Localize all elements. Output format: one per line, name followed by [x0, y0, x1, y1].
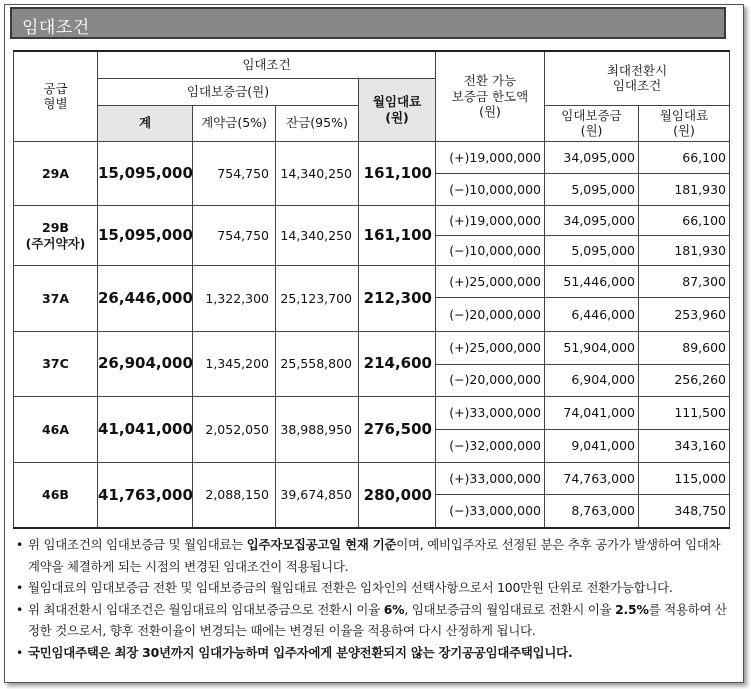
supply-type-cell: 46A — [14, 396, 98, 462]
supply-type-cell: 37A — [14, 266, 98, 331]
monthly-cell: 280,000 — [359, 463, 436, 528]
notes-list — [14, 534, 730, 663]
max-monthly-cell: 89,600 — [639, 331, 730, 364]
balance-cell: 25,123,700 — [276, 266, 359, 331]
convert-limit-cell: (+)25,000,000 — [436, 266, 545, 298]
supply-type-cell: 29B (주거약자) — [14, 206, 98, 266]
max-deposit-cell: 5,095,000 — [545, 236, 639, 266]
monthly-cell: 161,100 — [359, 206, 436, 266]
total-cell: 26,904,000 — [98, 331, 193, 396]
total-cell: 26,446,000 — [98, 266, 193, 331]
convert-limit-cell: (−)20,000,000 — [436, 364, 545, 396]
max-monthly-cell: 111,500 — [639, 396, 730, 429]
note-highlight: 6% — [383, 601, 405, 617]
max-monthly-cell: 253,960 — [639, 298, 730, 331]
header-max-monthly: 월임대료 (원) — [639, 105, 730, 141]
max-deposit-cell: 6,446,000 — [545, 298, 639, 331]
monthly-cell: 276,500 — [359, 396, 436, 462]
max-monthly-cell: 115,000 — [639, 463, 730, 495]
balance-cell: 25,558,800 — [276, 331, 359, 396]
note-highlight: 입주자모집공고일 현재 기준 — [246, 537, 397, 552]
balance-cell: 39,674,850 — [276, 463, 359, 528]
max-deposit-cell: 74,041,000 — [545, 396, 639, 429]
monthly-cell: 161,100 — [359, 141, 436, 205]
max-monthly-cell: 256,260 — [639, 364, 730, 396]
max-deposit-cell: 9,041,000 — [545, 429, 639, 462]
note-text: 이며, 예비입주자로 선정된 분은 추후 공가가 발생하여 임대차계약을 체결하게 되는 시점의 변경된 임대조건이 적용됩니다. — [28, 537, 721, 574]
max-deposit-cell: 34,095,000 — [545, 206, 639, 236]
convert-limit-cell: (−)32,000,000 — [436, 429, 545, 462]
convert-limit-cell: (−)10,000,000 — [436, 236, 545, 266]
max-deposit-cell: 6,904,000 — [545, 364, 639, 396]
max-deposit-cell: 51,904,000 — [545, 331, 639, 364]
convert-limit-cell: (−)20,000,000 — [436, 298, 545, 331]
max-monthly-cell: 66,100 — [639, 206, 730, 236]
balance-cell: 14,340,250 — [276, 141, 359, 205]
note-item — [14, 642, 730, 664]
max-deposit-cell: 5,095,000 — [545, 173, 639, 205]
contract-cell: 2,052,050 — [193, 396, 276, 462]
monthly-cell: 214,600 — [359, 331, 436, 396]
header-max-convert: 최대전환시 임대조건 — [545, 51, 730, 105]
supply-type-cell: 46B — [14, 463, 98, 528]
note-highlight: 2.5% — [615, 601, 649, 617]
header-monthly: 월임대료 (원) — [359, 78, 436, 141]
header-deposit: 임대보증금(원) — [98, 78, 359, 105]
header-max-deposit: 임대보증금 (원) — [545, 105, 639, 141]
contract-cell: 1,345,200 — [193, 331, 276, 396]
note-text: , 임대보증금의 월임대료로 전환시 이율 — [404, 601, 616, 617]
convert-limit-cell: (+)25,000,000 — [436, 331, 545, 364]
total-cell: 15,095,000 — [98, 206, 193, 266]
supply-type-cell: 37C — [14, 331, 98, 396]
max-monthly-cell: 87,300 — [639, 266, 730, 298]
convert-limit-cell: (−)10,000,000 — [436, 173, 545, 205]
balance-cell: 38,988,950 — [276, 396, 359, 462]
header-convert-limit: 전환 가능 보증금 한도액 (원) — [436, 51, 545, 141]
max-deposit-cell: 74,763,000 — [545, 463, 639, 495]
convert-limit-cell: (+)19,000,000 — [436, 206, 545, 236]
total-cell: 15,095,000 — [98, 141, 193, 205]
max-monthly-cell: 348,750 — [639, 495, 730, 528]
section-title: 임대조건 — [22, 18, 90, 38]
section-title-bar — [10, 7, 726, 39]
max-monthly-cell: 66,100 — [639, 141, 730, 173]
note-text: 월임대료의 임대보증금 전환 및 임대보증금의 월임대료 전환은 임차인의 선택사항으로서 100만원 단위로 전환가능합니다. — [28, 580, 673, 595]
max-deposit-cell: 8,763,000 — [545, 495, 639, 528]
max-monthly-cell: 181,930 — [639, 173, 730, 205]
convert-limit-cell: (+)33,000,000 — [436, 463, 545, 495]
balance-cell: 14,340,250 — [276, 206, 359, 266]
contract-cell: 754,750 — [193, 206, 276, 266]
contract-cell: 1,322,300 — [193, 266, 276, 331]
note-highlight: 국민임대주택은 최장 30년까지 임대가능하며 입주자에게 분양전환되지 않는 장기공공임대주택입니다. — [28, 644, 573, 660]
note-item — [14, 534, 730, 577]
header-balance: 잔금(95%) — [276, 105, 359, 141]
total-cell: 41,763,000 — [98, 463, 193, 528]
header-contract: 계약금(5%) — [193, 105, 276, 141]
total-cell: 41,041,000 — [98, 396, 193, 462]
note-item — [14, 577, 730, 599]
rent-conditions-table — [13, 50, 730, 529]
contract-cell: 754,750 — [193, 141, 276, 205]
convert-limit-cell: (−)33,000,000 — [436, 495, 545, 528]
max-deposit-cell: 34,095,000 — [545, 141, 639, 173]
header-rent-conditions: 임대조건 — [98, 51, 436, 78]
max-deposit-cell: 51,446,000 — [545, 266, 639, 298]
header-supply-type: 공급 형별 — [14, 51, 98, 141]
note-item — [14, 599, 730, 642]
max-monthly-cell: 181,930 — [639, 236, 730, 266]
monthly-cell: 212,300 — [359, 266, 436, 331]
supply-type-cell: 29A — [14, 141, 98, 205]
convert-limit-cell: (+)33,000,000 — [436, 396, 545, 429]
contract-cell: 2,088,150 — [193, 463, 276, 528]
note-text: 를 적용하여 산정한 것으로서, 향후 전환이율이 변경되는 때에는 변경된 이율을 적용하여 다시 산정하게 됩니다. — [28, 601, 727, 638]
convert-limit-cell: (+)19,000,000 — [436, 141, 545, 173]
note-text: 위 임대조건의 임대보증금 및 월임대료는 — [28, 537, 247, 552]
max-monthly-cell: 343,160 — [639, 429, 730, 462]
header-total: 계 — [98, 105, 193, 141]
note-text: 위 최대전환시 임대조건은 월임대료의 임대보증금으로 전환시 이율 — [28, 601, 384, 617]
